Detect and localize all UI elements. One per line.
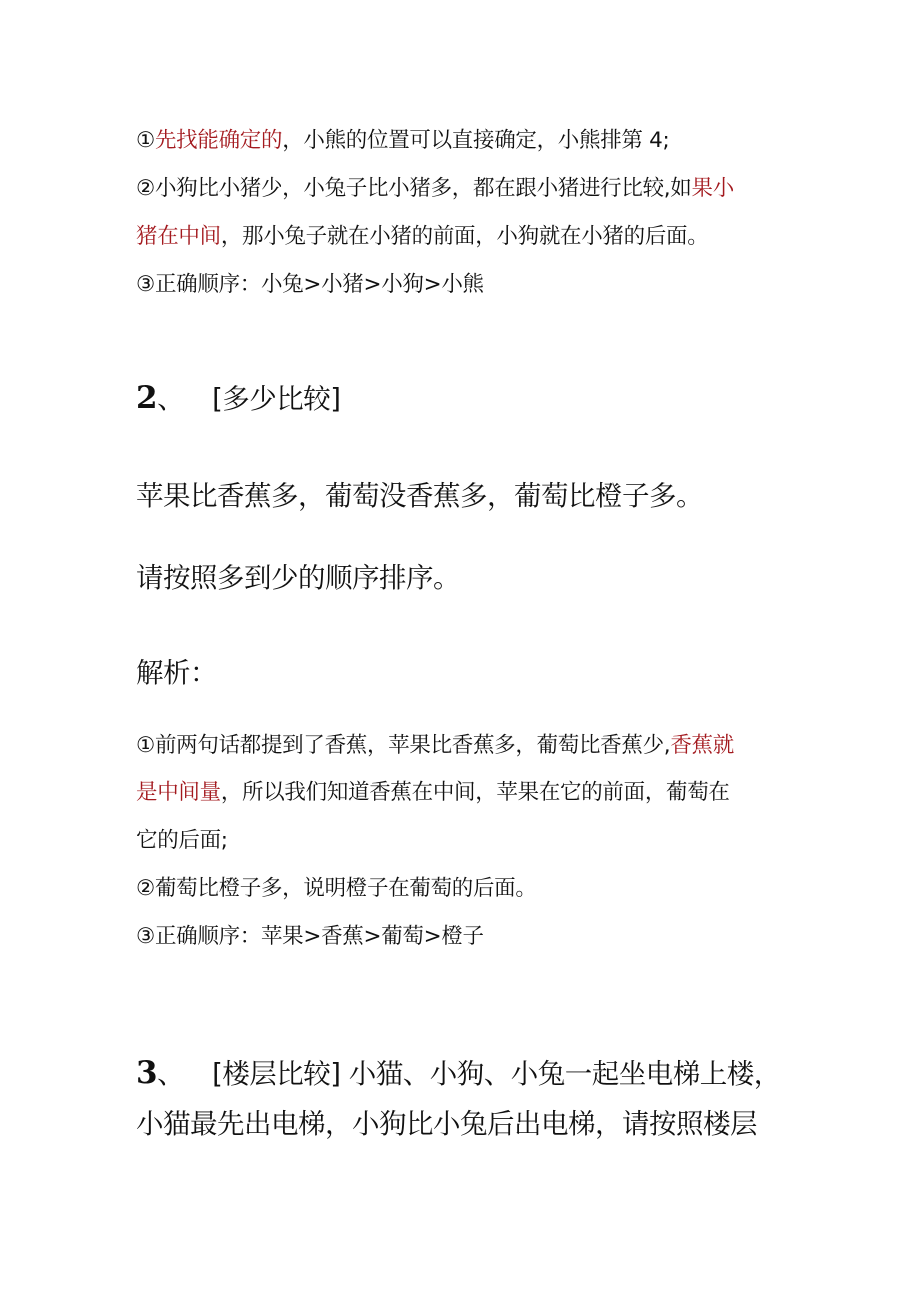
- p2-title: [多少比较]: [212, 383, 341, 415]
- p2-step1-line1: [136, 731, 734, 761]
- p1-step3-line: ③正确顺序：小兔>小猪>小狗>小熊: [136, 272, 484, 297]
- p3-text1: [楼层比较] 小猫、小狗、小兔一起坐电梯上楼，: [212, 1058, 781, 1090]
- p1-step1-marker: ①: [136, 128, 155, 153]
- p2-step2-line: ②葡萄比橙子多，说明橙子在葡萄的后面。: [136, 876, 537, 901]
- p2-step1-line2: [136, 778, 730, 808]
- p2-separator: 、: [157, 383, 185, 415]
- p3-number: 3: [136, 1055, 158, 1091]
- p1-step2-line1: [136, 174, 734, 204]
- p1-step2-highlight1: 果小: [691, 176, 734, 201]
- p2-question: 请按照多到少的顺序排序。: [136, 562, 460, 594]
- p2-number: 2: [136, 380, 158, 416]
- p2-heading: [136, 379, 341, 418]
- p1-step2-text2: ，那小兔子就在小猪的前面，小狗就在小猪的后面。: [220, 224, 709, 249]
- p2-step1-text1: ①前两句话都提到了香蕉，苹果比香蕉多，葡萄比香蕉少,: [136, 733, 671, 758]
- p1-step2-line2: [136, 222, 708, 252]
- p2-step1-highlight1: 香蕉就: [670, 733, 734, 758]
- p3-separator: 、: [157, 1058, 185, 1090]
- p1-step1-highlight: 先找能确定的: [154, 128, 283, 153]
- p2-statement: 苹果比香蕉多，葡萄没香蕉多，葡萄比橙子多。: [136, 480, 703, 512]
- p3-line2: 小猫最先出电梯，小狗比小兔后出电梯，请按照楼层: [136, 1108, 757, 1140]
- p2-step1-highlight2: 是中间量: [136, 780, 221, 805]
- p1-step1-line: [136, 126, 669, 156]
- p2-step3-line: ③正确顺序：苹果>香蕉>葡萄>橙子: [136, 924, 484, 949]
- p3-line1: [136, 1054, 781, 1093]
- p2-step1-line3: 它的后面;: [136, 828, 228, 853]
- p1-step2-text1: ②小狗比小猪少，小兔子比小猪多，都在跟小猪进行比较,如: [136, 176, 692, 201]
- p1-step2-highlight2: 猪在中间: [136, 224, 221, 249]
- p2-analysis-label: 解析：: [136, 657, 217, 689]
- p2-step1-text2: ，所以我们知道香蕉在中间，苹果在它的前面，葡萄在: [220, 780, 730, 805]
- p1-step1-text: ，小熊的位置可以直接确定，小熊排第 4;: [282, 128, 670, 153]
